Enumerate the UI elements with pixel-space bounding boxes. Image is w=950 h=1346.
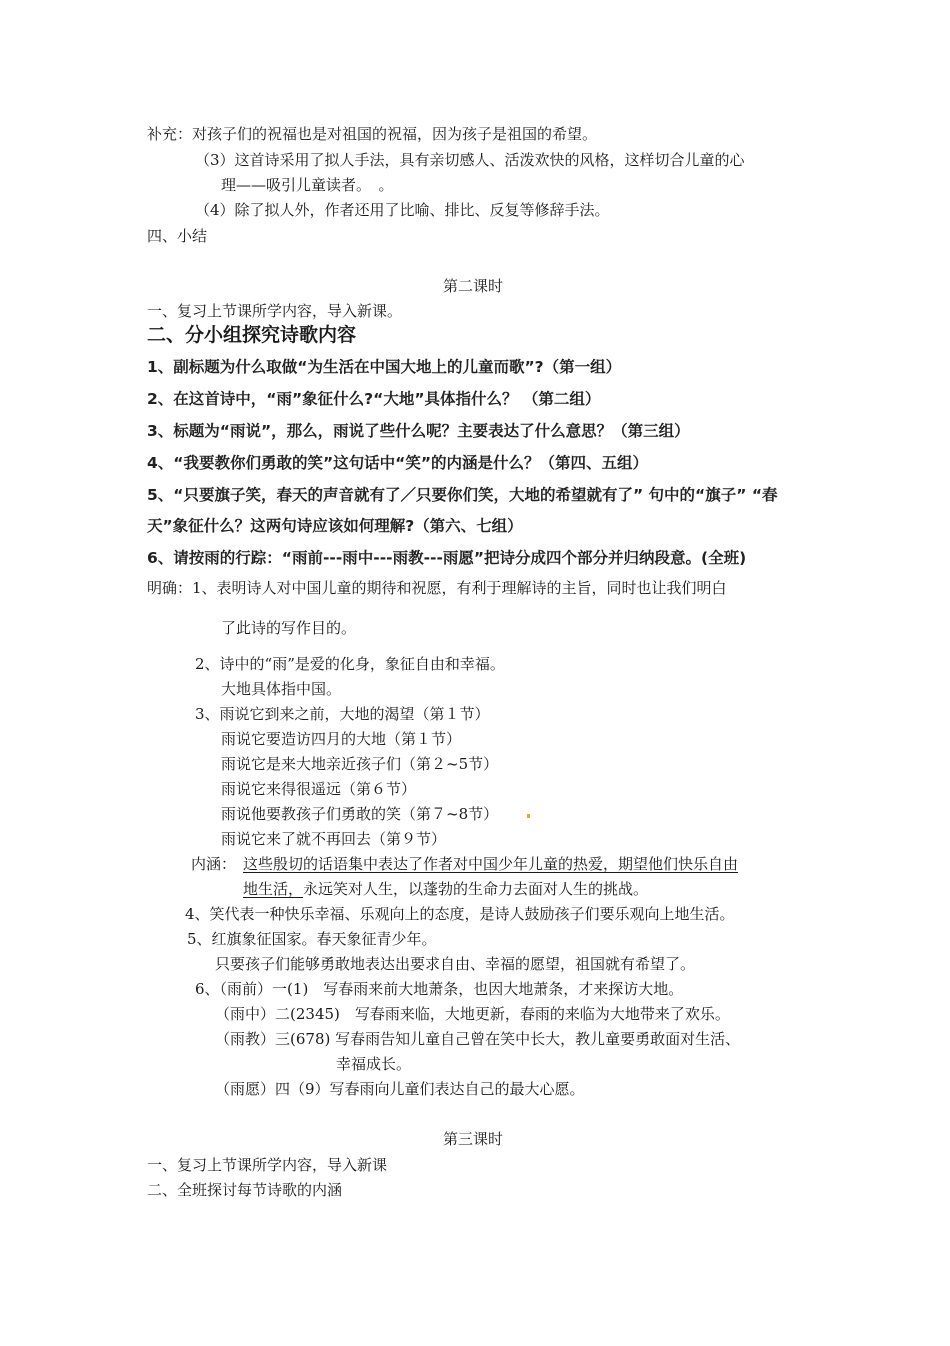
lesson-3-item-1: 一、复习上节课所学内容，导入新课: [147, 1156, 388, 1174]
answer-3-line-5: 雨说他要教孩子们勇敢的笑（第７~8节）: [221, 805, 499, 823]
question-2: 2、在这首诗中，“雨”象征什么?“大地”具体指什么？ （第二组）: [147, 390, 601, 408]
connotation-line-2-rest: 永远笑对人生，以蓬勃的生命力去面对人生的挑战。: [303, 880, 649, 898]
answer-6-line-2: （雨中）二(2345) 写春雨来临，大地更新，春雨的来临为大地带来了欢乐。: [215, 1005, 730, 1023]
answer-4: 4、笑代表一种快乐幸福、乐观向上的态度，是诗人鼓励孩子们要乐观向上地生活。: [185, 905, 735, 923]
lesson-3-title: 第三课时: [443, 1130, 504, 1148]
answer-6-line-1: 6、（雨前）一(1) 写春雨来前大地萧条，也因大地萧条，才来探访大地。: [195, 980, 684, 998]
question-5-line-1: 5、“只要旗子笑，春天的声音就有了／只要你们笑，大地的希望就有了” 句中的“旗子” “春: [147, 486, 778, 504]
point-3-line-2: 理——吸引儿童读者。 。: [221, 176, 394, 194]
answer-5-line-2: 只要孩子们能够勇敢地表达出要求自由、幸福的愿望，祖国就有希望了。: [215, 955, 696, 973]
connotation-line-2-underlined: 地生活，: [243, 880, 304, 898]
answer-3-line-2: 雨说它要造访四月的大地（第１节）: [221, 730, 462, 748]
answer-1-line-2: 了此诗的写作目的。: [221, 619, 357, 637]
connotation-label: 内涵：: [191, 855, 237, 873]
lesson-3-item-2: 二、全班探讨每节诗歌的内涵: [147, 1181, 343, 1199]
question-6: 6、请按雨的行踪：“雨前---雨中---雨教---雨愿”把诗分成四个部分并归纳段意。(全班): [147, 549, 747, 567]
answer-2-line-1: 2、诗中的“雨”是爱的化身，象征自由和幸福。: [195, 655, 505, 673]
answer-3-line-6: 雨说它来了就不再回去（第９节）: [221, 830, 447, 848]
question-1: 1、副标题为什么取做“为生活在中国大地上的儿童而歌”?（第一组）: [147, 358, 622, 376]
point-4: （4）除了拟人外，作者还用了比喻、排比、反复等修辞手法。: [195, 201, 610, 219]
connotation-line-2: [243, 879, 648, 899]
question-3: 3、标题为“雨说”，那么，雨说了些什么呢？主要表达了什么意思？（第三组）: [147, 422, 690, 440]
answer-6-line-4: 幸福成长。: [336, 1055, 412, 1073]
answer-3-line-3: 雨说它是来大地亲近孩子们（第２~5节）: [221, 755, 499, 773]
answer-6-line-5: （雨愿）四（9）写春雨向儿童们表达自己的最大心愿。: [215, 1080, 585, 1098]
lesson-2-title: 第二课时: [443, 277, 504, 295]
answer-1-line-1: 明确：1、表明诗人对中国儿童的期待和祝愿，有利于理解诗的主旨，同时也让我们明白: [147, 579, 727, 597]
lesson-2-heading-2: 二、分小组探究诗歌内容: [147, 324, 357, 346]
answer-3-line-4: 雨说它来得很遥远（第６节）: [221, 780, 417, 798]
supplement-text: 补充：对孩子们的祝福也是对祖国的祝福，因为孩子是祖国的希望。: [147, 125, 598, 143]
question-4: 4、“我要教你们勇敢的笑”这句话中“笑”的内涵是什么？（第四、五组）: [147, 454, 649, 472]
answer-5-line-1: 5、红旗象征国家。春天象征青少年。: [187, 930, 437, 948]
lesson-2-item-1: 一、复习上节课所学内容，导入新课。: [147, 302, 403, 320]
answer-6-line-3: （雨教）三(678) 写春雨告知儿童自己曾在笑中长大，教儿童要勇敢面对生活、: [215, 1030, 741, 1048]
answer-3-line-1: 3、雨说它到来之前，大地的渴望（第１节）: [195, 705, 490, 723]
connotation-line-1: 这些殷切的话语集中表达了作者对中国少年儿童的热爱，期望他们快乐自由: [243, 855, 739, 873]
speck-mark: [527, 814, 530, 818]
question-5-line-2: 天”象征什么？这两句诗应该如何理解?（第六、七组）: [147, 517, 523, 535]
summary-heading: 四、小结: [147, 227, 208, 245]
answer-2-line-2: 大地具体指中国。: [221, 680, 342, 698]
point-3-line-1: （3）这首诗采用了拟人手法，具有亲切感人、活泼欢快的风格，这样切合儿童的心: [195, 151, 745, 169]
